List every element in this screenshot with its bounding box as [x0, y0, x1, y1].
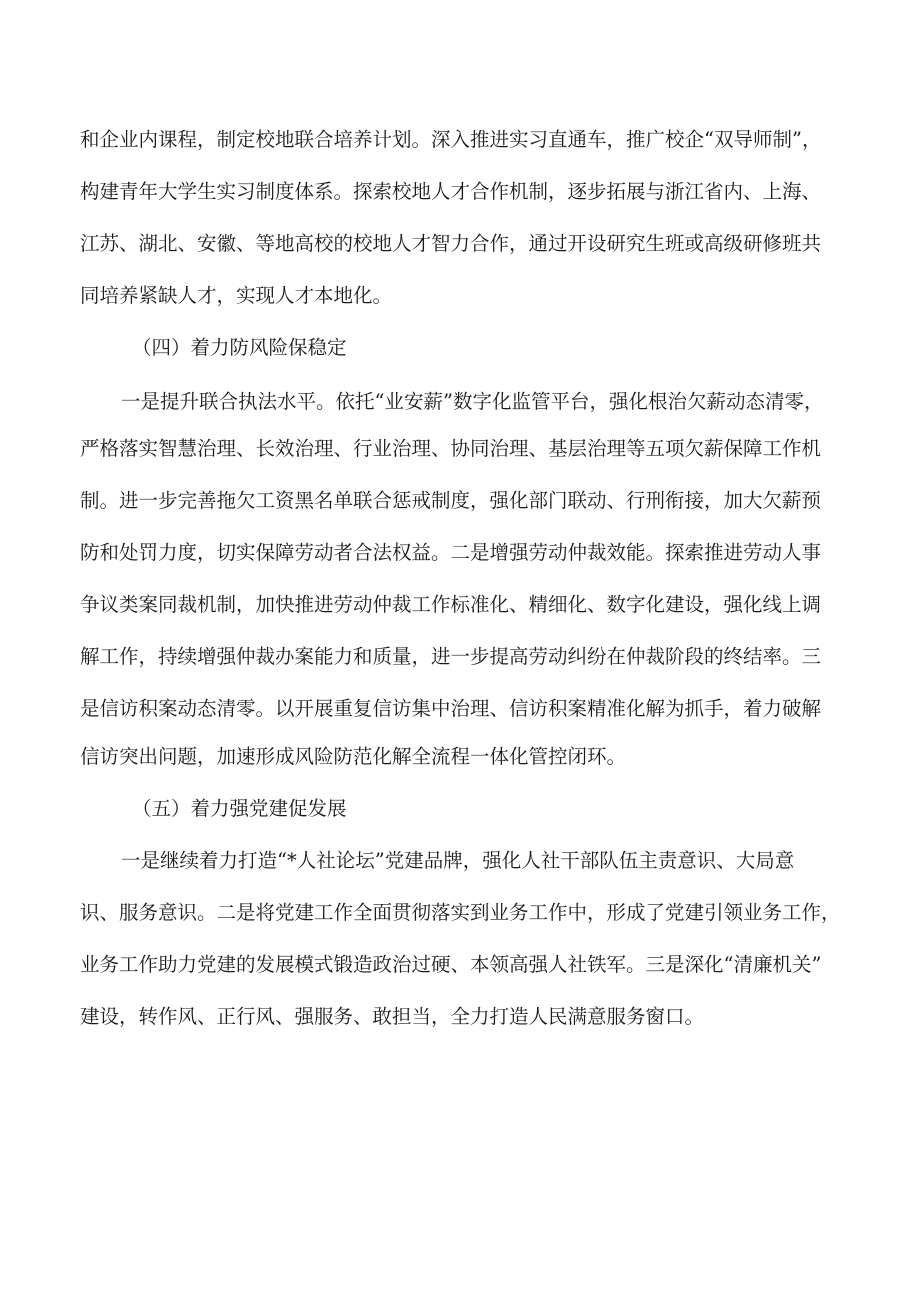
paragraph-line: 解工作，持续增强仲裁办案能力和质量，进一步提高劳动纠纷在仲裁阶段的终结率。三 — [80, 645, 822, 668]
paragraph-line: 识、服务意识。二是将党建工作全面贯彻落实到业务工作中，形成了党建引领业务工作， — [80, 901, 841, 924]
paragraph-line: 江苏、湖北、安徽、等地高校的校地人才智力合作，通过开设研究生班或高级研修班共 — [80, 232, 822, 255]
paragraph-line: 同培养紧缺人才，实现人才本地化。 — [80, 284, 393, 307]
paragraph-line: 是信访积案动态清零。以开展重复信访集中治理、信访积案精准化解为抓手，着力破解 — [80, 697, 822, 720]
paragraph-line: 防和处罚力度，切实保障劳动者合法权益。二是增强劳动仲裁效能。探索推进劳动人事 — [80, 541, 822, 564]
paragraph-line: 严格落实智慧治理、长效治理、行业治理、协同治理、基层治理等五项欠薪保障工作机 — [80, 437, 822, 460]
paragraph-line: 一是继续着力打造“*人社论坛”党建品牌，强化人社干部队伍主责意识、大局意 — [121, 849, 795, 872]
paragraph-line: 构建青年大学生实习制度体系。探索校地人才合作机制，逐步拓展与浙江省内、上海、 — [80, 180, 822, 203]
section-heading-5: （五）着力强党建促发展 — [132, 797, 347, 820]
paragraph-line: 制。进一步完善拖欠工资黑名单联合惩戒制度，强化部门联动、行刑衔接，加大欠薪预 — [80, 489, 822, 512]
paragraph-line: 业务工作助力党建的发展模式锻造政治过硬、本领高强人社铁军。三是深化“清廉机关” — [80, 953, 822, 976]
paragraph-line: 和企业内课程，制定校地联合培养计划。深入推进实习直通车，推广校企“双导师制”， — [80, 128, 822, 151]
paragraph-line: 争议类案同裁机制，加快推进劳动仲裁工作标准化、精细化、数字化建设，强化线上调 — [80, 593, 822, 616]
paragraph-line: 建设，转作风、正行风、强服务、敢担当，全力打造人民满意服务窗口。 — [80, 1005, 705, 1028]
section-heading-4: （四）着力防风险保稳定 — [132, 336, 347, 359]
paragraph-line: 一是提升联合执法水平。依托“业安薪”数字化监管平台，强化根治欠薪动态清零， — [121, 390, 824, 413]
paragraph-line: 信访突出问题，加速形成风险防范化解全流程一体化管控闭环。 — [80, 745, 627, 768]
